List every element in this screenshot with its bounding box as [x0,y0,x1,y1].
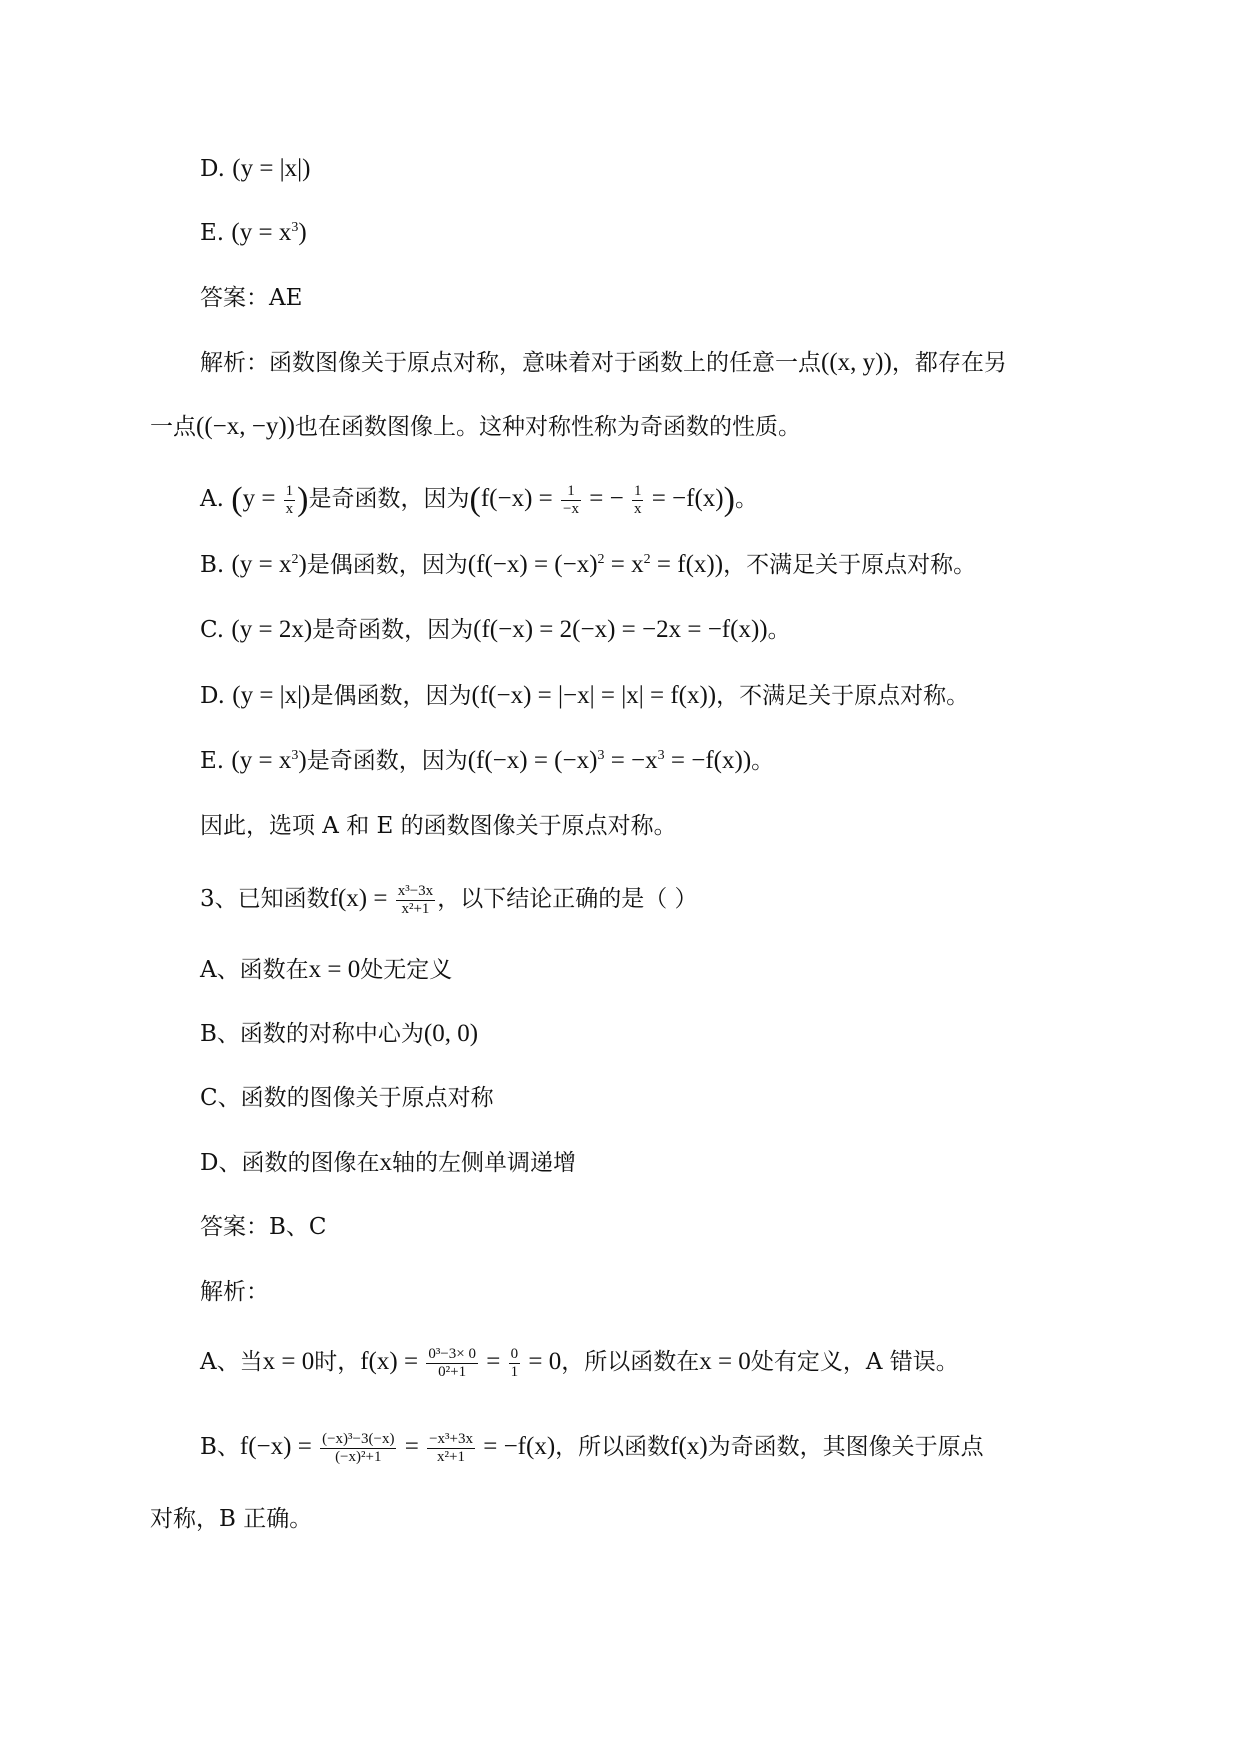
analysis-3-b-line-2: 对称，B 正确。 [150,1506,313,1532]
text: 一点 [150,414,196,440]
math: f(x) = $\frac{\text{0³−3× 0}}{\text{0²+1}}$ = $\frac{0}{1}$ = 0 [360,1345,562,1380]
fraction: $\frac{\text{−x³+3x}}{\text{x²+1}}$ [429,1430,473,1465]
math: (y = |x|) [232,682,311,709]
option-label: A. [200,486,224,512]
text: ，所以函数 [555,1434,671,1460]
explain-a [200,482,758,518]
text: ，不满足关于原点对称。 [716,683,970,709]
math: (f(−x) = 2(−x) = −2x = −f(x)) [473,616,768,643]
text: 。 [751,748,775,774]
fraction: $\frac{\text{(−x)³−3(−x)}}{\text{(−x)²+1}}$ [322,1430,395,1465]
text: ，不满足关于原点对称。 [723,552,977,578]
analysis-3-heading: 解析： [200,1279,269,1305]
explain-c [200,613,791,647]
math: $(y = x^2)$ [231,551,307,578]
text: 也在函数图像上。这种对称性称为奇函数的性质。 [295,414,801,440]
text: 是奇函数，因为 [308,486,470,512]
text: 处无定义 [360,957,453,983]
text: A、函数在 [200,957,309,983]
math: f(−x) = $\frac{\text{(−x)³−3(−x)}}{\text{(−x)²+1}}$ = $\frac{\text{−x³+3x}}{\text{x²+1}}$ = −f(x) [239,1430,556,1465]
analysis-1-line-1 [200,346,1007,380]
text: 是偶函数，因为 [306,552,468,578]
text: 解析：函数图像关于原点对称，意味着对于函数上的任意一点 [200,350,821,376]
text: 。 [767,617,791,643]
fraction: $\frac{1}{x}$ [633,482,642,517]
option-label: B. [200,552,225,578]
math: x = 0 [308,956,361,983]
text: 处有定义，A 错误。 [750,1349,959,1375]
text: D、函数的图像在 [200,1150,380,1176]
question-3-option-d [200,1146,576,1180]
fraction: $\frac{\text{0³−3× 0}}{\text{0²+1}}$ [428,1345,476,1380]
answer-1: 答案：AE [200,285,303,311]
option-label: D. [200,683,225,709]
math: ((x, y)) [821,349,892,376]
conclusion-1: 因此，选项 A 和 E 的函数图像关于原点对称。 [200,813,677,839]
text: 。 [734,486,758,512]
text: 为奇函数，其图像关于原点 [707,1434,984,1460]
text: ，所以函数在 [561,1349,700,1375]
math: x = 0 [699,1348,751,1375]
answer-3: 答案：B、C [200,1214,327,1240]
text: B、 [200,1434,240,1460]
option-label: C. [200,617,225,643]
analysis-1-line-2 [150,410,801,444]
question-3 [200,882,698,918]
math: x = 0 [262,1348,315,1375]
text: ，都存在另 [891,350,1007,376]
math: ((−x, −y)) [196,413,295,440]
fraction: $\frac{1}{x}$ [285,482,294,517]
math: (y = 2x) [231,616,313,643]
math: f(x) = $\frac{\text{x³−3x}}{\text{x²+1}}$ [329,882,434,917]
fraction: $\frac{0}{1}$ [510,1345,519,1380]
question-3-option-a [200,953,452,987]
option-label: D. [200,156,225,182]
math: $(y = x^3)$ [231,747,307,774]
math: (y = |x|) [232,155,311,182]
text: ，以下结论正确的是（ ） [437,886,698,912]
question-3-option-c: C、函数的图像关于原点对称 [200,1085,494,1111]
text: 3、已知函数 [200,886,330,912]
analysis-3-a [200,1345,959,1381]
math: $(f(-x) = (-x)^2 = x^2 = f(x))$ [467,551,724,578]
text: 是奇函数，因为 [306,748,468,774]
math: f(x) [670,1433,708,1460]
text: 是奇函数，因为 [312,617,474,643]
math: $(f(-x) = (-x)^3 = -x^3 = -f(x))$ [467,747,752,774]
text: B、函数的对称中心为 [200,1021,424,1047]
text: 轴的左侧单调递增 [391,1150,576,1176]
explain-b [200,548,976,582]
fraction: $\frac{1}{-x}$ [563,482,579,517]
question-3-option-b [200,1017,478,1051]
option-e [200,216,307,250]
math: $(y = x^3)$ [231,219,307,246]
math: (0, 0) [423,1020,479,1047]
fraction: $\frac{\text{x³−3x}}{\text{x²+1}}$ [397,882,434,917]
explain-e [200,744,774,778]
text: A、当 [200,1349,263,1375]
math: x [379,1149,392,1176]
math: (f(−x) = $\frac{1}{-x}$ = − $\frac{1}{x}$ = −f(x)) [469,481,735,518]
math: (f(−x) = |−x| = |x| = f(x)) [471,682,717,709]
text: 时， [314,1349,361,1375]
math: (y = $\frac{1}{x}$ ) [231,481,309,518]
option-label: E. [200,220,225,246]
option-label: E. [200,748,225,774]
explain-d [200,679,969,713]
analysis-3-b-line-1 [200,1430,984,1466]
text: 是偶函数，因为 [310,683,472,709]
option-d [200,152,311,186]
